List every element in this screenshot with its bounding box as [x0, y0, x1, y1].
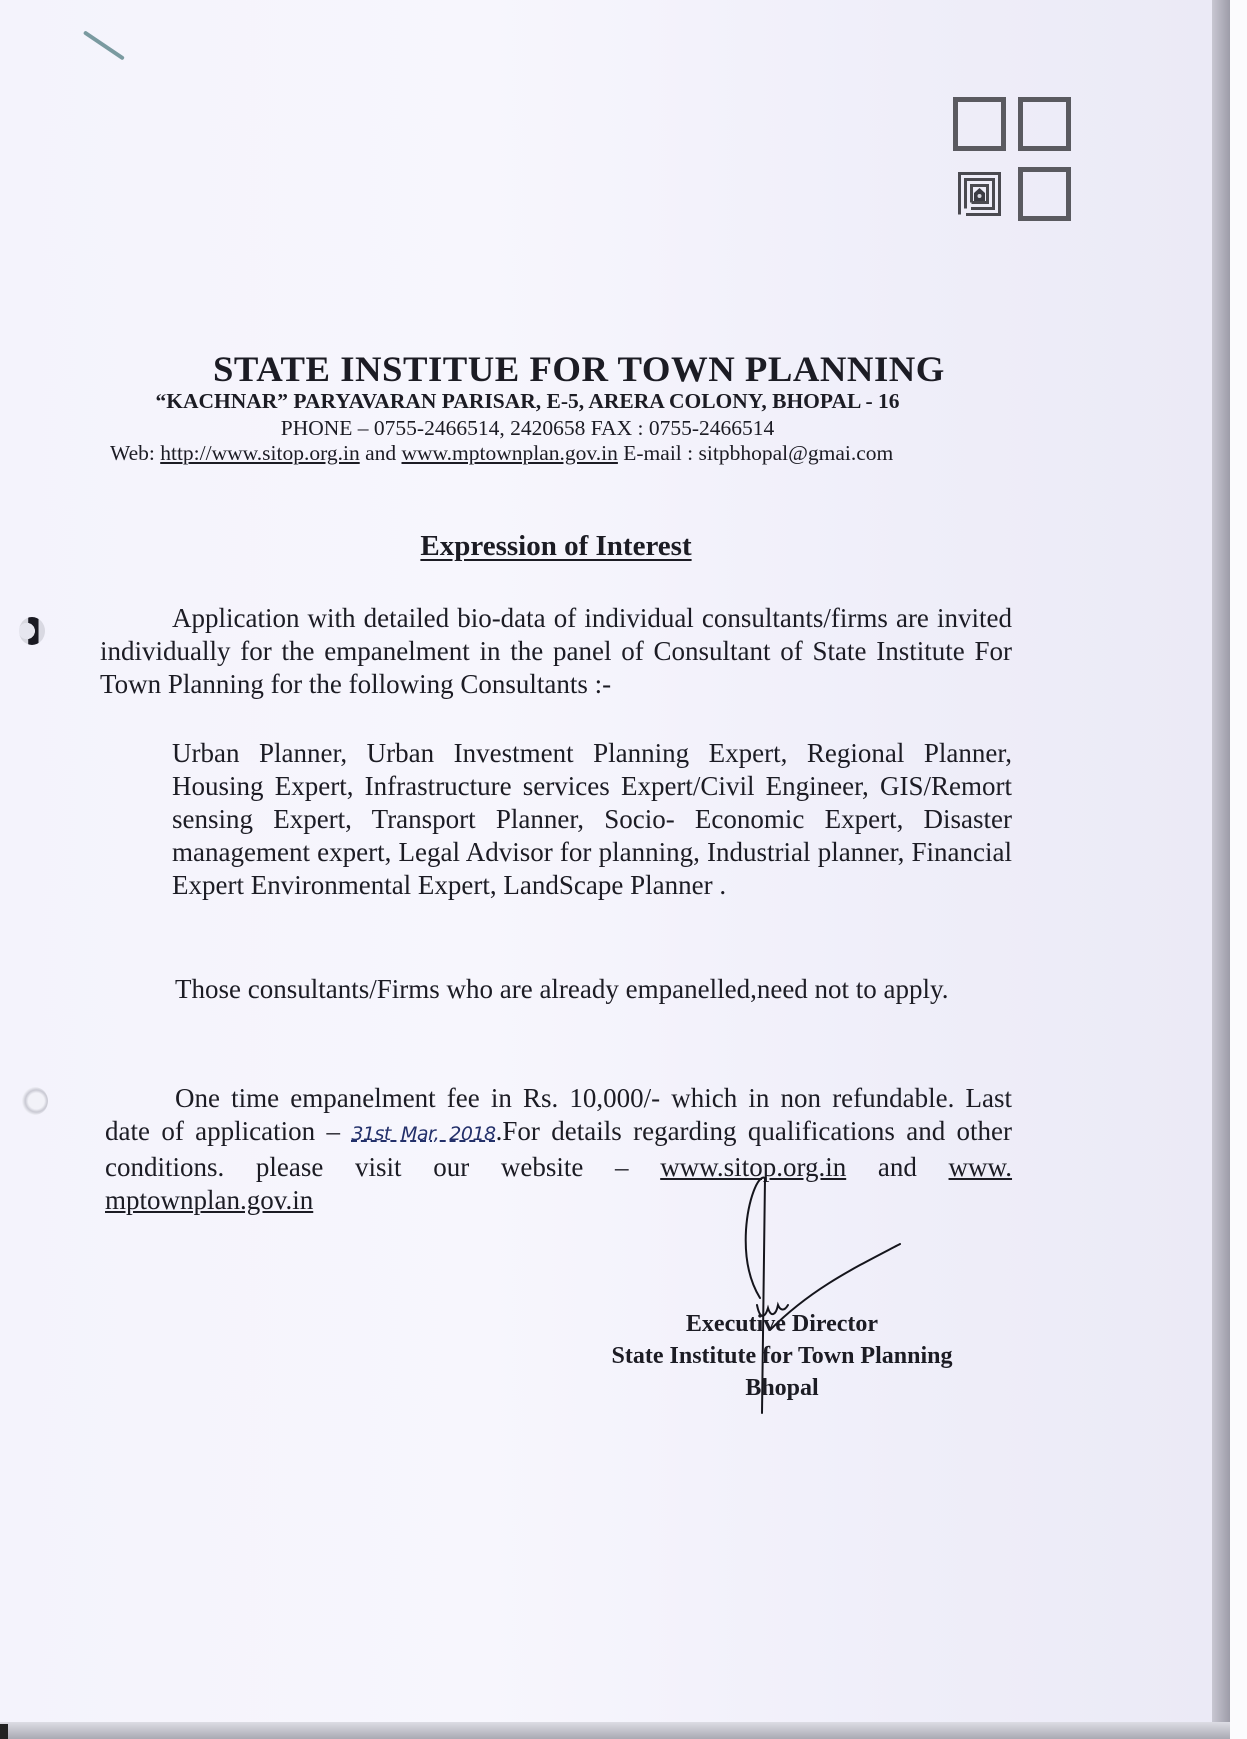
- organization-address: “KACHNAR” PARYAVARAN PARISAR, E-5, ARERA COLONY, BHOPAL - 16: [155, 389, 900, 413]
- email-address[interactable]: sitpbhopal@gmai.com: [698, 441, 894, 465]
- scan-edge-bottom: [0, 1722, 1230, 1739]
- logo-house-spiral-icon: [958, 172, 1001, 216]
- punch-hole-icon: [22, 1087, 48, 1115]
- web-email-line: [110, 441, 1000, 466]
- logo-square-icon: [1018, 97, 1071, 151]
- logo-square-icon: [1018, 167, 1071, 221]
- scan-margin-right: [1230, 0, 1247, 1739]
- handwritten-last-date: 31st Mar, 2018: [351, 1123, 496, 1145]
- punch-hole-icon: [19, 617, 45, 645]
- email-label: E-mail :: [623, 441, 694, 465]
- notice-heading-text: Expression of Interest: [420, 530, 692, 562]
- web-and: and: [365, 441, 397, 465]
- signatory-block: [572, 1308, 992, 1404]
- fee-text: One time empanelment fee in Rs. 10,000/- which in non refundable. Last date of application –: [105, 1083, 1012, 1146]
- organization-title: STATE INSTITUE FOR TOWN PLANNING: [213, 349, 945, 389]
- details-text: .For details regarding qualifications and other conditions. please visit our website –: [105, 1116, 1013, 1182]
- logo-square-icon: [953, 97, 1006, 151]
- website-link-sitop-footer[interactable]: www.sitop.org.in: [660, 1152, 847, 1182]
- notice-heading: [405, 530, 707, 563]
- already-empanelled-note: Those consultants/Firms who are already empanelled,need not to apply.: [175, 974, 949, 1004]
- and-text: and: [877, 1152, 917, 1182]
- scan-corner-mark: [0, 1724, 8, 1739]
- signatory-designation: Executive Director: [685, 1311, 879, 1337]
- consultant-list: Urban Planner, Urban Investment Planning Expert, Regional Planner, Housing Expert, Infrastructure services Expert/Civil Engineer, GIS/Remort sensing Expert, Transport Planner, Socio- Economic Expert, Disaster management expert, Legal Advisor for planning, Industrial planner, Financial Expert Environmental Expert, LandScape Planner .: [172, 738, 1012, 900]
- invitation-paragraph: Application with detailed bio-data of individual consultants/firms are invited individually for the empanelment in the panel of Consultant of State Institute For Town Planning for the following Consultants :-: [100, 603, 1012, 699]
- website-link-mptownplan-footer[interactable]: www. mptownplan.gov.in: [105, 1152, 1013, 1215]
- web-label: Web:: [110, 441, 155, 465]
- phone-fax-line: PHONE – 0755-2466514, 2420658 FAX : 0755-2466514: [280, 416, 775, 440]
- website-link-sitop[interactable]: http://www.sitop.org.in: [160, 441, 360, 465]
- website-link-mptownplan[interactable]: www.mptownplan.gov.in: [401, 441, 618, 465]
- signatory-city: Bhopal: [745, 1375, 819, 1401]
- scan-edge-right: [1212, 0, 1230, 1722]
- signatory-organization: State Institute for Town Planning: [611, 1343, 953, 1369]
- institute-logo: [953, 97, 1087, 235]
